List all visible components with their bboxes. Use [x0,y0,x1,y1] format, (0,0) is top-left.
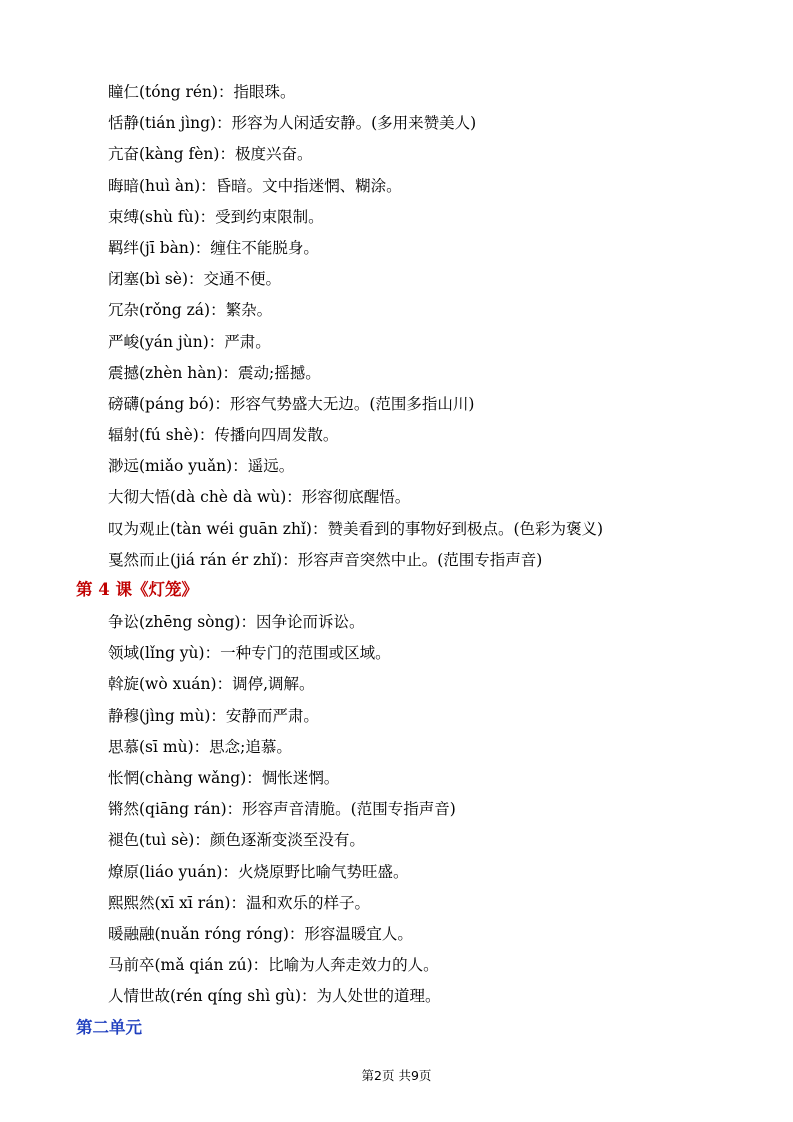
unit-heading: 第二单元 [76,1018,142,1037]
vocabulary-entry: 束缚(shù fù)：受到约束限制。 [108,207,324,226]
vocabulary-entry: 马前卒(mǎ qián zú)：比喻为人奔走效力的人。 [108,956,439,975]
vocabulary-entry: 羁绊(jī bàn)：缠住不能脱身。 [108,238,319,257]
vocabulary-entry: 震撼(zhèn hàn)：震动;摇撼。 [108,363,321,382]
vocabulary-entry: 人情世故(rén qíng shì gù)：为人处世的道理。 [108,987,441,1006]
vocabulary-entry: 闭塞(bì sè)：交通不便。 [108,270,282,289]
vocabulary-entry: 亢奋(kàng fèn)：极度兴奋。 [108,145,313,164]
vocabulary-entry: 燎原(liáo yuán)：火烧原野比喻气势旺盛。 [108,862,409,881]
vocabulary-entry: 领域(lǐng yù)：一种专门的范围或区域。 [108,644,391,663]
vocabulary-entry: 怅惘(chàng wǎng)：惆怅迷惘。 [108,768,340,787]
vocabulary-entry: 熙熙然(xī xī rán)：温和欢乐的样子。 [108,893,370,912]
page-number-footer: 第2页 共9页 [361,1068,432,1083]
vocabulary-entry: 瞳仁(tóng rén)：指眼珠。 [108,83,296,101]
vocabulary-list-top [108,80,748,579]
vocabulary-entry: 斡旋(wò xuán)：调停,调解。 [108,675,315,694]
vocabulary-entry: 思慕(sī mù)：思念;追慕。 [108,737,292,756]
vocabulary-entry: 锵然(qiāng rán)：形容声音清脆。(范围专指声音) [108,800,456,819]
vocabulary-entry: 大彻大悟(dà chè dà wù)：形容彻底醒悟。 [108,488,411,507]
vocabulary-entry: 戛然而止(jiá rán ér zhǐ)：形容声音突然中止。(范围专指声音) [108,550,543,569]
vocabulary-entry: 严峻(yán jùn)：严肃。 [108,332,271,351]
vocabulary-entry: 叹为观止(tàn wéi guān zhǐ)：赞美看到的事物好到极点。(色彩为褒义) [108,519,604,538]
vocabulary-entry: 辐射(fú shè)：传播向四周发散。 [108,426,339,445]
vocabulary-entry: 暖融融(nuǎn róng róng)：形容温暖宜人。 [108,924,413,943]
vocabulary-entry: 恬静(tián jìng)：形容为人闲适安静。(多用来赞美人) [108,114,477,133]
vocabulary-entry: 磅礴(páng bó)：形容气势盛大无边。(范围多指山川) [108,394,475,413]
vocabulary-entry: 渺远(miǎo yuǎn)：遥远。 [108,457,295,476]
vocabulary-entry: 晦暗(huì àn)：昏暗。文中指迷惘、糊涂。 [108,176,402,195]
lesson-heading: 第 4 课《灯笼》 [76,580,198,599]
vocabulary-entry: 争讼(zhēng sòng)：因争论而诉讼。 [108,613,365,631]
vocabulary-entry: 冗杂(rǒng zá)：繁杂。 [108,301,273,320]
vocabulary-entry: 褪色(tuì sè)：颜色逐渐变淡至没有。 [108,831,365,850]
vocabulary-list-lesson4 [108,610,748,1015]
vocabulary-entry: 静穆(jìng mù)：安静而严肃。 [108,706,319,725]
